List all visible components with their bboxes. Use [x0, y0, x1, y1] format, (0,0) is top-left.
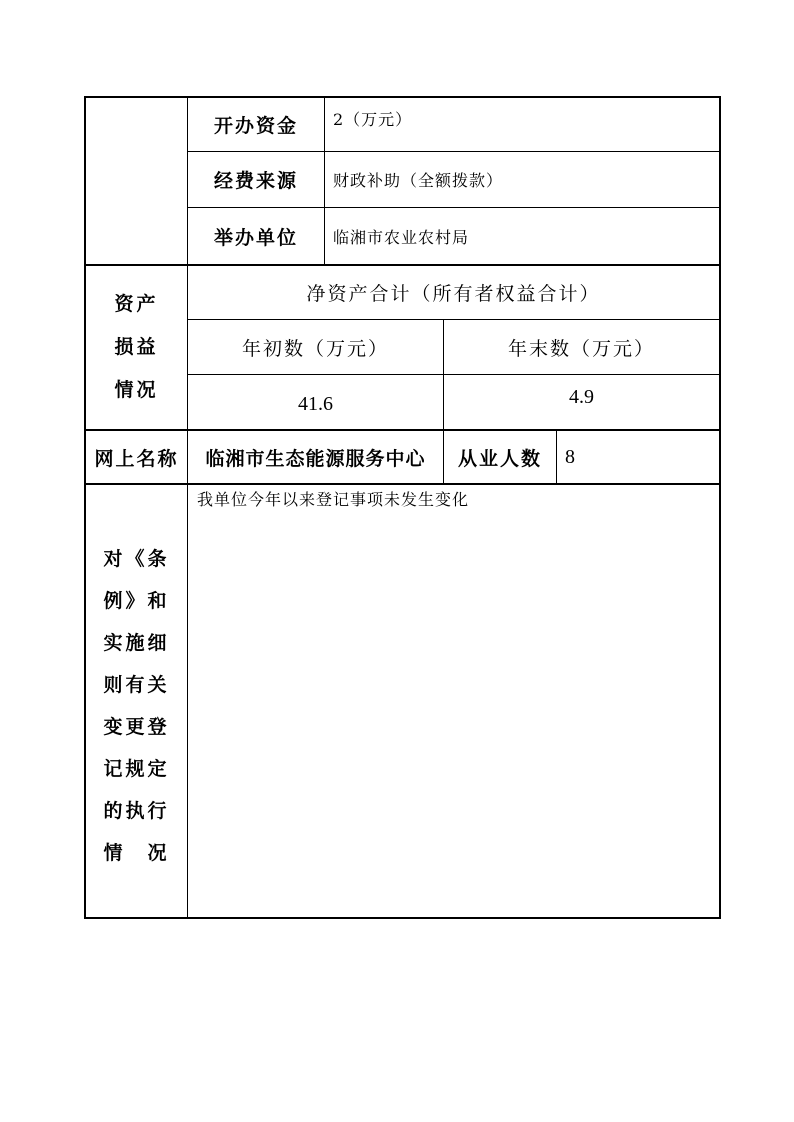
end-year-value: 4.9 [569, 385, 594, 408]
compliance-label-line: 例》和 [103, 590, 170, 612]
compliance-label-line: 记规定 [103, 758, 170, 780]
compliance-section-label [86, 536, 187, 876]
assets-label-line: 情况 [114, 379, 159, 401]
begin-year-header: 年初数（万元） [241, 337, 389, 360]
compliance-label-line: 变更登 [103, 716, 170, 738]
assets-section-label [86, 266, 187, 429]
end-year-header: 年末数（万元） [507, 337, 655, 360]
compliance-label-line: 则有关 [103, 674, 170, 696]
net-assets-header: 净资产合计（所有者权益合计） [306, 283, 601, 305]
online-name-label: 网上名称 [94, 447, 179, 470]
funding-source-label: 经费来源 [213, 170, 298, 192]
staff-count-value: 8 [565, 445, 575, 468]
sponsor-label: 举办单位 [213, 226, 298, 249]
funding-source-value: 财政补助（全额拨款） [333, 171, 504, 190]
table-rule [324, 96, 325, 264]
sponsor-value: 临湘市农业农村局 [333, 227, 470, 247]
staff-count-label: 从业人数 [457, 447, 542, 470]
begin-year-value: 41.6 [298, 393, 333, 415]
compliance-label-line: 情 况 [103, 842, 170, 864]
table-rule [84, 917, 721, 919]
compliance-label-line: 对《条 [103, 548, 170, 570]
table-rule [719, 96, 721, 919]
assets-label-line: 资产 [114, 293, 159, 315]
compliance-label-line: 的执行 [103, 800, 170, 822]
online-name-value: 临湘市生态能源服务中心 [205, 447, 426, 470]
startup-capital-label: 开办资金 [213, 115, 298, 137]
startup-capital-value: 2（万元） [333, 109, 413, 129]
compliance-label-line: 实施细 [103, 632, 170, 654]
assets-label-line: 损益 [114, 336, 159, 358]
table-rule [556, 430, 557, 484]
table-rule [84, 96, 721, 98]
compliance-text: 我单位今年以来登记事项未发生变化 [197, 489, 470, 509]
